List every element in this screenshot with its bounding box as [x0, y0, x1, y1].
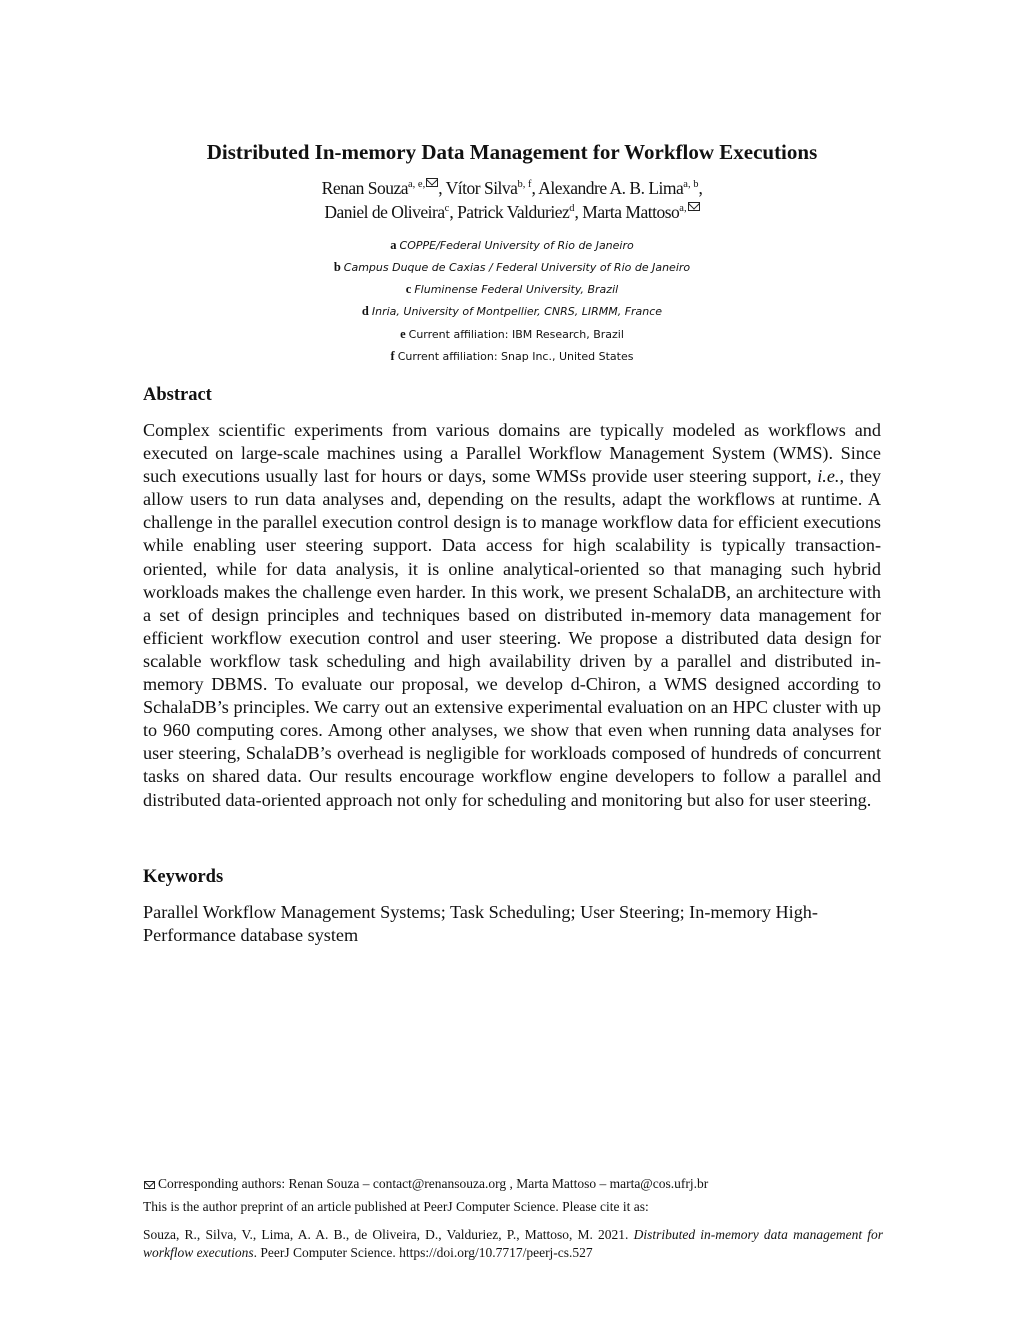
author-name: Daniel de Oliveira: [324, 202, 445, 222]
affiliation-e: [0, 327, 1024, 342]
author-name: , Alexandre A. B. Lima: [531, 178, 684, 198]
author-affiliation-marks: a,: [679, 203, 687, 215]
author-affiliation-marks: a, e,: [408, 179, 426, 191]
abstract-heading: Abstract: [143, 385, 212, 405]
affiliation-mark: c: [405, 282, 412, 296]
corresponding-authors-note: [143, 1176, 708, 1192]
affiliation-text: Current affiliation: IBM Research, Brazil: [408, 328, 624, 341]
affiliation-mark: a: [390, 238, 397, 252]
affiliation-text: Inria, University of Montpellier, CNRS, LIRMM, France: [371, 305, 663, 318]
affiliation-text: Campus Duque de Caxias / Federal University of Rio de Janeiro: [343, 261, 691, 274]
author-separator: ,: [698, 178, 703, 198]
keywords-heading: Keywords: [143, 867, 224, 887]
citation-suffix: . PeerJ Computer Science. https://doi.org/10.7717/peerj-cs.527: [253, 1245, 593, 1260]
affiliation-d: [0, 304, 1024, 319]
envelope-icon: [144, 1181, 155, 1189]
envelope-icon: [688, 202, 700, 211]
keywords-body: Parallel Workflow Management Systems; Task Scheduling; User Steering; In-memory High-Performance database system: [143, 902, 818, 946]
preprint-note: This is the author preprint of an article published at PeerJ Computer Science. Please cite it as:: [143, 1199, 649, 1214]
envelope-icon: [426, 178, 438, 187]
affiliation-f: [0, 349, 1024, 364]
author-affiliation-marks: d: [569, 203, 575, 215]
affiliation-text: COPPE/Federal University of Rio de Janeiro: [399, 239, 634, 252]
citation-title: Distributed in-memory data management for workflow executions: [143, 1227, 883, 1260]
paper-title: Distributed In-memory Data Management for Workflow Executions: [206, 140, 818, 164]
author-name: , Patrick Valduriez: [449, 202, 570, 222]
affiliation-mark: e: [400, 327, 406, 341]
author-affiliation-marks: a, b: [683, 179, 699, 191]
affiliation-b: [0, 260, 1024, 275]
author-name: , Vítor Silva: [438, 178, 518, 198]
affiliation-mark: b: [333, 260, 341, 274]
author-name: , Marta Mattoso: [574, 202, 680, 222]
abstract-ie: i.e.: [817, 466, 840, 487]
affiliation-text: Current affiliation: Snap Inc., United States: [397, 350, 634, 363]
author-affiliation-marks: b, f: [517, 179, 532, 191]
abstract-text-part: , they allow users to run data analyses and, depending on the results, adapt the workflows at runtime. A challenge in the parallel execution control design is to manage workflow data for efficient executions while enabling user steering support. Data access for high scalability is typically transaction-oriented, while for data analysis, it is online analytical-oriented so that managing such hybrid workloads makes the challenge even harder. In this work, we present SchalaDB, an architecture with a set of design principles and techniques based on distributed in-memory data management for efficient workflow execution control and user steering. We propose a distributed data design for scalable workflow task scheduling and high availability driven by a parallel and distributed in-memory DBMS. To evaluate our proposal, we develop d-Chiron, a WMS designed according to SchalaDB’s principles. We carry out an extensive experimental evaluation on an HPC cluster with up to 960 computing cores. Among other analyses, we show that even when running data analyses for user steering, SchalaDB’s overhead is negligible for workloads composed of hundreds of concurrent tasks on shared data. Our results encourage workflow engine developers to follow a parallel and distributed data-oriented approach not only for scheduling and monitoring but also for user steering.: [143, 466, 881, 810]
affiliation-text: Fluminense Federal University, Brazil: [414, 283, 619, 296]
citation: [143, 1226, 883, 1262]
author-line-2: [0, 202, 1024, 223]
affiliation-mark: f: [390, 349, 395, 363]
abstract-body: [143, 419, 881, 812]
author-line-1: [0, 178, 1024, 199]
author-affiliation-marks: c: [444, 203, 450, 215]
affiliation-mark: d: [361, 304, 369, 318]
author-name: Renan Souza: [321, 178, 409, 198]
corresponding-authors-text: Corresponding authors: Renan Souza – contact@renansouza.org , Marta Mattoso – marta@cos.ufrj.br: [158, 1176, 709, 1191]
affiliation-a: [0, 238, 1024, 253]
citation-prefix: Souza, R., Silva, V., Lima, A. A. B., de Oliveira, D., Valduriez, P., Mattoso, M. 2021.: [143, 1227, 629, 1242]
affiliation-c: [0, 282, 1024, 297]
abstract-text-part: Complex scientific experiments from various domains are typically modeled as workflows and executed on large-scale machines using a Parallel Workflow Management System (WMS). Since such executions usually last for hours or days, some WMSs provide user steering support,: [143, 420, 881, 487]
